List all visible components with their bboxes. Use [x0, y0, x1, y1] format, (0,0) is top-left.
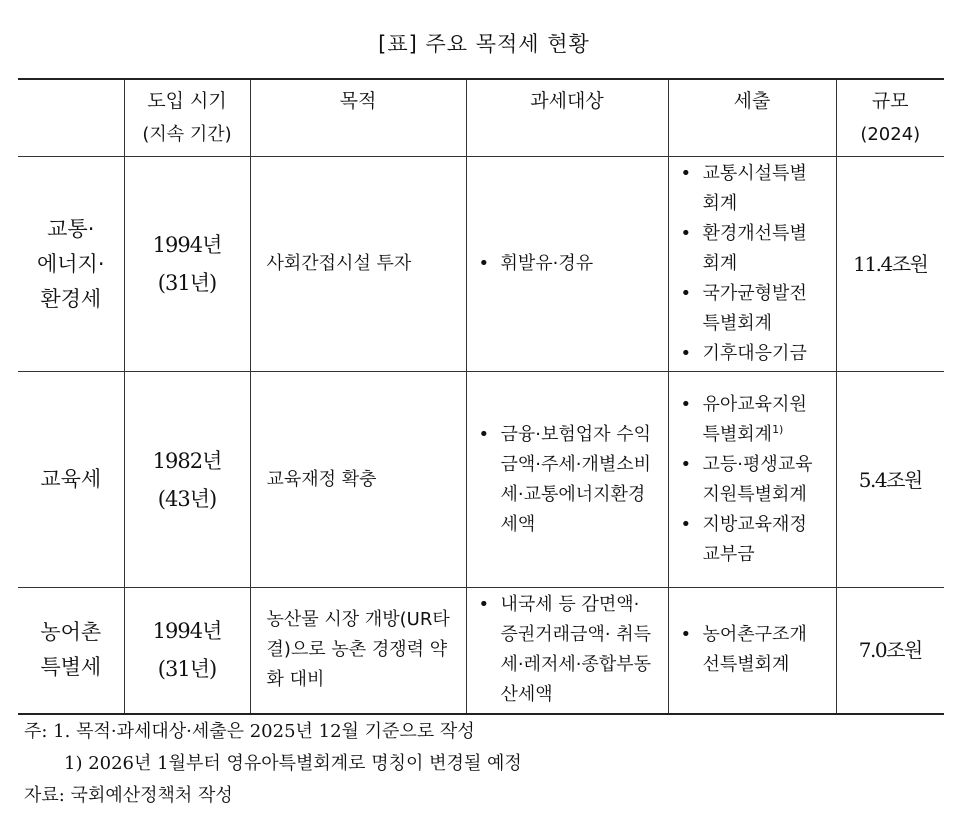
tax-name-cell [18, 372, 124, 588]
intro-year: 1982년 [152, 448, 222, 473]
tax-name-cell [18, 588, 124, 714]
intro-year: 1994년 [152, 233, 222, 257]
purpose-cell [250, 588, 466, 714]
header-target: 과세대상 [466, 79, 668, 157]
header-intro [124, 79, 250, 157]
expenditure-cell [668, 372, 836, 588]
earmarked-tax-table [18, 78, 944, 715]
list-item: • 지방교육재정교부금 [675, 510, 816, 570]
purpose-cell: 사회간접시설 투자 [250, 157, 466, 372]
header-size-label: 규모 [871, 90, 909, 112]
list-item: • 교통시설특별회계 [675, 159, 816, 219]
header-intro-label: 도입 시기 [147, 90, 227, 112]
tax-name-line: 특별세 [40, 655, 102, 680]
note-1: 주: 1. 목적·과세대상·세출은 2025년 12월 기준으로 작성 [24, 721, 475, 742]
tax-name-line: 교육세 [40, 467, 102, 491]
list-item: • 내국세 등 감면액·증권거래금액· 취득세·레저세·종합부동산세액 [473, 590, 652, 710]
header-size [836, 79, 944, 157]
intro-duration: (43년) [157, 486, 217, 511]
size-cell: 5.4조원 [836, 372, 944, 588]
tax-name-line: 교통· [47, 216, 95, 241]
intro-cell [124, 588, 250, 714]
target-cell [466, 588, 668, 714]
header-purpose: 목적 [250, 79, 466, 157]
expenditure-cell [668, 588, 836, 714]
tax-name-line: 에너지· [36, 251, 105, 276]
list-item: • 농어촌구조개선특별회계 [675, 620, 816, 680]
header-intro-sub: (지속 기간) [142, 124, 232, 145]
tax-name-line: 농어촌 [40, 620, 102, 645]
expenditure-cell [668, 157, 836, 372]
purpose-text: 농산물 시장 개방(UR타결)으로 농촌 경쟁력 약화 대비 [266, 609, 450, 691]
intro-duration: (31년) [157, 657, 217, 682]
list-item: • 금융·보험업자 수익금액·주세·개별소비세·교통에너지환경세액 [473, 420, 652, 540]
header-row [18, 79, 944, 157]
list-item-text: 유아교육지원특별회계 [702, 393, 807, 445]
header-tax [18, 79, 124, 157]
intro-year: 1994년 [152, 619, 222, 644]
table-row [18, 372, 944, 588]
notes [24, 716, 522, 812]
table-row [18, 588, 944, 714]
note-footnote: 1) 2026년 1월부터 영유아특별회계로 명칭이 변경될 예정 [64, 753, 522, 774]
header-expenditure: 세출 [668, 79, 836, 157]
list-item: • 환경개선특별회계 [675, 219, 816, 279]
purpose-cell: 교육재정 확충 [250, 372, 466, 588]
list-item: • 기후대응기금 [675, 339, 816, 369]
list-item [675, 390, 816, 450]
table-title: [표] 주요 목적세 현황 [378, 32, 590, 56]
intro-cell [124, 372, 250, 588]
tax-name-cell [18, 157, 124, 372]
intro-cell [124, 157, 250, 372]
size-cell: 7.0조원 [836, 588, 944, 714]
tax-name-line: 환경세 [40, 286, 102, 311]
target-cell [466, 157, 668, 372]
footnote-marker: 1) [772, 422, 784, 436]
target-cell [466, 372, 668, 588]
source-note: 자료: 국회예산정책처 작성 [24, 785, 233, 806]
list-item: • 휘발유·경유 [473, 249, 662, 279]
table-row [18, 157, 944, 372]
list-item: • 고등·평생교육지원특별회계 [675, 450, 816, 510]
list-item: • 국가균형발전특별회계 [675, 279, 816, 339]
size-cell: 11.4조원 [836, 157, 944, 372]
intro-duration: (31년) [157, 271, 217, 295]
header-size-sub: (2024) [860, 124, 921, 145]
